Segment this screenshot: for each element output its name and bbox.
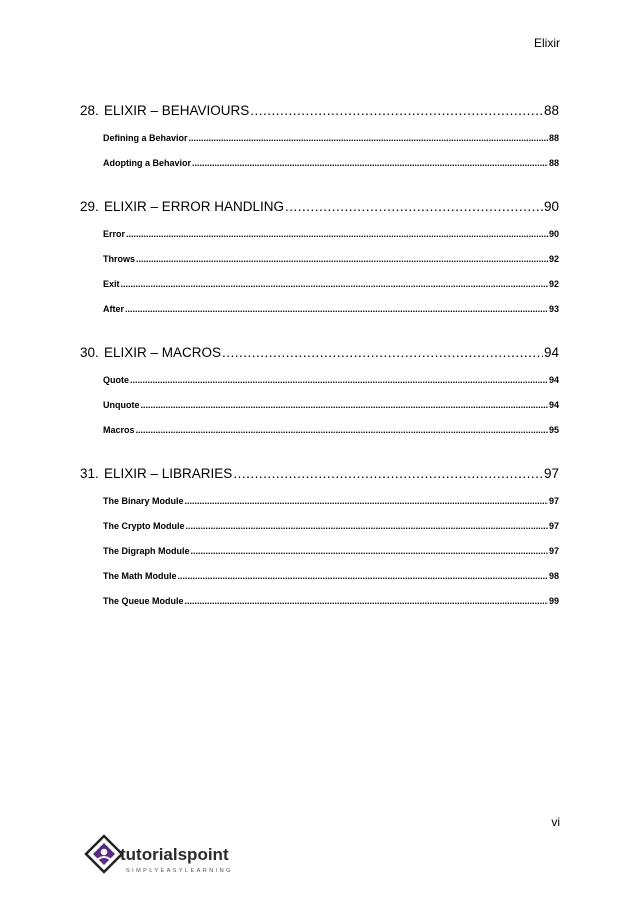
dot-leader <box>189 133 548 143</box>
toc-chapter <box>80 455 559 606</box>
chapter-number: 28. <box>80 103 99 118</box>
toc-chapter <box>80 188 559 314</box>
section-title: Adopting a Behavior <box>103 158 192 168</box>
chapter-page: 94 <box>543 345 559 360</box>
section-title: The Digraph Module <box>103 546 190 556</box>
section-entry[interactable] <box>80 506 559 531</box>
chapter-entry[interactable] <box>80 455 559 481</box>
section-page: 98 <box>548 571 559 581</box>
section-title: Throws <box>103 254 136 264</box>
section-page: 92 <box>548 279 559 289</box>
chapter-title: ELIXIR – LIBRARIES <box>104 466 233 481</box>
chapter-number: 29. <box>80 199 99 214</box>
dot-leader <box>222 345 543 360</box>
section-entry[interactable] <box>80 289 559 314</box>
dot-leader <box>126 229 548 239</box>
dot-leader <box>250 103 543 118</box>
section-page: 99 <box>548 596 559 606</box>
section-page: 92 <box>548 254 559 264</box>
tutorialspoint-logo <box>82 832 257 884</box>
section-title: The Crypto Module <box>103 521 185 531</box>
section-title: Error <box>103 229 126 239</box>
section-entry[interactable] <box>80 239 559 264</box>
chapter-title: ELIXIR – ERROR HANDLING <box>104 199 285 214</box>
section-page: 94 <box>548 375 559 385</box>
dot-leader <box>185 496 548 506</box>
section-entry[interactable] <box>80 214 559 239</box>
section-entry[interactable] <box>80 556 559 581</box>
chapter-page: 97 <box>543 466 559 481</box>
logo-text: tutorialspoint <box>120 845 229 864</box>
section-page: 97 <box>548 521 559 531</box>
section-entry[interactable] <box>80 385 559 410</box>
section-page: 90 <box>548 229 559 239</box>
dot-leader <box>130 375 548 385</box>
table-of-contents <box>80 92 559 626</box>
chapter-number: 30. <box>80 345 99 360</box>
logo-tagline: SIMPLYEASYLEARNING <box>126 868 233 874</box>
dot-leader <box>192 158 548 168</box>
chapter-title: ELIXIR – BEHAVIOURS <box>104 103 250 118</box>
chapter-title: ELIXIR – MACROS <box>104 345 222 360</box>
section-title: The Binary Module <box>103 496 184 506</box>
section-page: 94 <box>548 400 559 410</box>
section-title: Quote <box>103 375 129 385</box>
chapter-number: 31. <box>80 466 99 481</box>
section-entry[interactable] <box>80 481 559 506</box>
chapter-entry[interactable] <box>80 92 559 118</box>
section-title: After <box>103 304 125 314</box>
section-entry[interactable] <box>80 410 559 435</box>
section-title: Defining a Behavior <box>103 133 188 143</box>
dot-leader <box>178 571 548 581</box>
section-entry[interactable] <box>80 143 559 168</box>
section-page: 97 <box>548 496 559 506</box>
dot-leader <box>233 466 543 481</box>
toc-chapter <box>80 334 559 435</box>
dot-leader <box>285 199 543 214</box>
dot-leader <box>185 596 548 606</box>
dot-leader <box>136 254 548 264</box>
logo-mark-icon <box>82 832 257 884</box>
section-title: The Math Module <box>103 571 177 581</box>
section-title: Exit <box>103 279 120 289</box>
dot-leader <box>121 279 548 289</box>
section-page: 88 <box>548 158 559 168</box>
dot-leader <box>136 425 548 435</box>
section-title: Macros <box>103 425 135 435</box>
chapter-entry[interactable] <box>80 334 559 360</box>
page-number: vi <box>551 815 560 829</box>
section-entry[interactable] <box>80 360 559 385</box>
chapter-entry[interactable] <box>80 188 559 214</box>
header-title: Elixir <box>534 36 560 50</box>
section-page: 93 <box>548 304 559 314</box>
section-page: 88 <box>548 133 559 143</box>
section-entry[interactable] <box>80 118 559 143</box>
toc-chapter <box>80 92 559 168</box>
section-page: 97 <box>548 546 559 556</box>
chapter-page: 88 <box>543 103 559 118</box>
section-title: The Queue Module <box>103 596 184 606</box>
section-entry[interactable] <box>80 581 559 606</box>
dot-leader <box>141 400 548 410</box>
section-entry[interactable] <box>80 264 559 289</box>
dot-leader <box>125 304 548 314</box>
section-page: 95 <box>548 425 559 435</box>
dot-leader <box>186 521 548 531</box>
section-title: Unquote <box>103 400 140 410</box>
chapter-page: 90 <box>543 199 559 214</box>
section-entry[interactable] <box>80 531 559 556</box>
dot-leader <box>191 546 548 556</box>
